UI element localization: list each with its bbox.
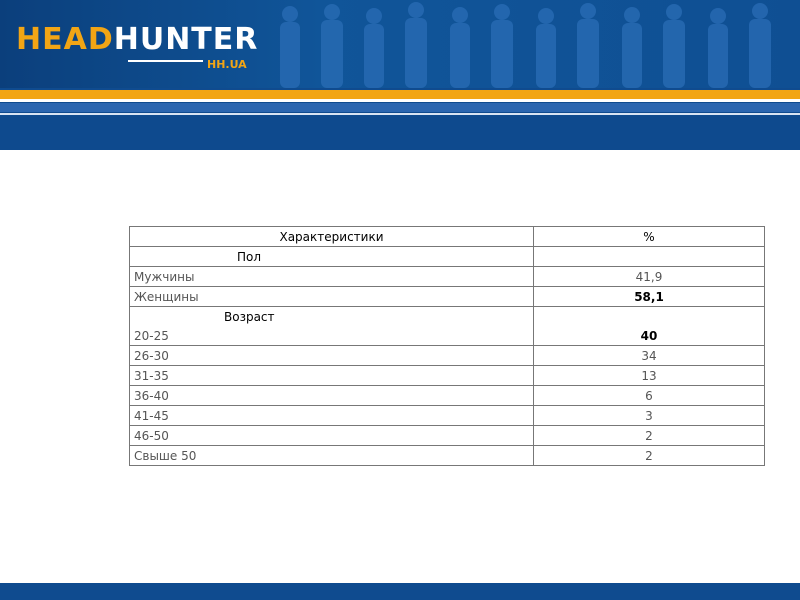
table-header-row	[130, 227, 765, 247]
logo-hunter-text: HUNTER	[113, 22, 259, 57]
row-label: Мужчины	[130, 267, 534, 287]
white-stripe	[0, 99, 800, 102]
header-percent: %	[534, 227, 765, 247]
header-bottom-band	[0, 116, 800, 150]
table-row	[130, 346, 765, 366]
row-value: 58,1	[534, 287, 765, 307]
section-label-gender: Пол	[130, 247, 534, 267]
table-row	[130, 446, 765, 466]
row-label: 46-50	[130, 426, 534, 446]
row-value: 2	[534, 426, 765, 446]
crowd-silhouettes-graphic	[270, 0, 800, 88]
row-value: 41,9	[534, 267, 765, 287]
row-value: 3	[534, 406, 765, 426]
headhunter-logo	[16, 22, 259, 71]
row-value: 13	[534, 366, 765, 386]
row-label: 36-40	[130, 386, 534, 406]
row-value: 6	[534, 386, 765, 406]
orange-stripe	[0, 90, 800, 99]
demographics-table	[129, 226, 765, 466]
row-value: 34	[534, 346, 765, 366]
table-row	[130, 426, 765, 446]
row-label: Женщины	[130, 287, 534, 307]
section-row-gender	[130, 247, 765, 267]
section-label-age: Возраст	[130, 307, 534, 327]
logo-domain-text: HH.UA	[207, 58, 247, 71]
logo-head-text: HEAD	[16, 22, 114, 57]
table-row	[130, 267, 765, 287]
section-value-empty	[534, 307, 765, 327]
table-row	[130, 326, 765, 346]
header-characteristics: Характеристики	[130, 227, 534, 247]
row-label: 31-35	[130, 366, 534, 386]
section-value-empty	[534, 247, 765, 267]
demographics-table-container	[129, 226, 765, 466]
row-value: 2	[534, 446, 765, 466]
blue-stripe	[0, 103, 800, 112]
table-row	[130, 406, 765, 426]
row-label: Свыше 50	[130, 446, 534, 466]
table-row	[130, 366, 765, 386]
footer-band	[0, 583, 800, 600]
row-label: 26-30	[130, 346, 534, 366]
logo-underline	[128, 60, 203, 62]
row-label: 41-45	[130, 406, 534, 426]
table-row	[130, 386, 765, 406]
header-banner	[0, 0, 800, 150]
row-label: 20-25	[130, 326, 534, 346]
light-stripe	[0, 113, 800, 115]
table-row	[130, 287, 765, 307]
row-value: 40	[534, 326, 765, 346]
section-row-age	[130, 307, 765, 327]
